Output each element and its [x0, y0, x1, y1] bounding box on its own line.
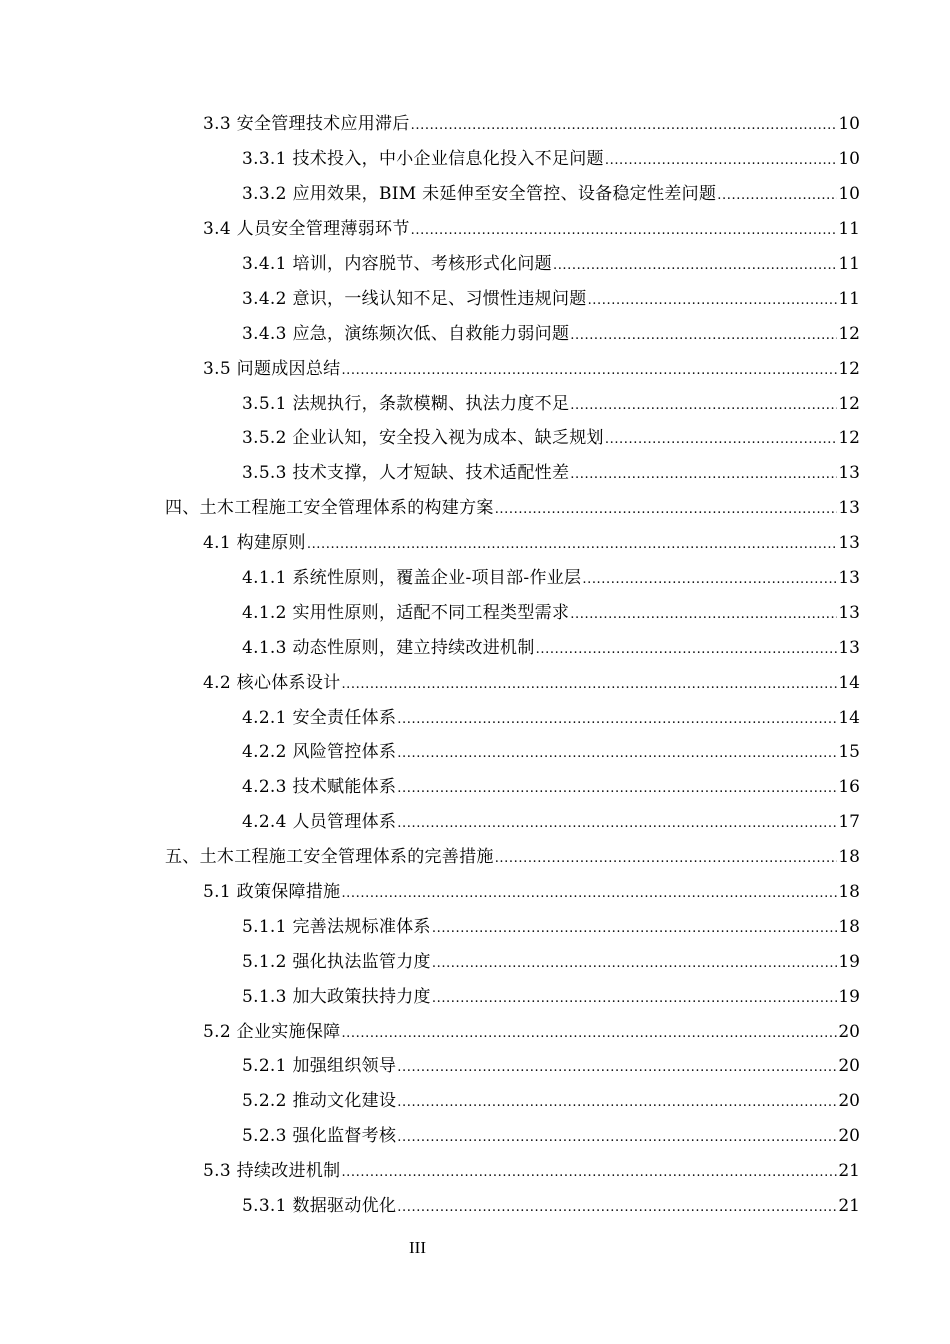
toc-entry[interactable] [242, 1120, 950, 1155]
toc-entry[interactable] [242, 1050, 950, 1085]
toc-entry-title: 5.2.2 推动文化建设 [242, 1091, 397, 1112]
toc-dot-leader [495, 849, 837, 869]
toc-dot-leader [582, 570, 837, 590]
toc-entry-page: 14 [838, 672, 860, 693]
toc-dot-leader [570, 605, 837, 625]
toc-dot-leader [397, 779, 837, 799]
toc-entry-title: 5.2 企业实施保障 [203, 1021, 341, 1042]
toc-entry[interactable] [203, 352, 950, 387]
toc-dot-leader [432, 919, 837, 939]
toc-dot-leader [397, 1198, 837, 1218]
toc-dot-leader [495, 500, 837, 520]
toc-entry-page: 13 [838, 602, 860, 623]
toc-entry-page: 10 [838, 149, 860, 170]
toc-entry[interactable] [242, 980, 950, 1015]
toc-dot-leader [411, 221, 837, 241]
toc-dot-leader [397, 710, 837, 730]
toc-entry[interactable] [242, 422, 950, 457]
toc-entry-page: 13 [838, 498, 860, 519]
toc-entry-page: 20 [838, 1056, 860, 1077]
toc-entry-page: 12 [838, 358, 860, 379]
toc-entry[interactable] [242, 178, 950, 213]
toc-entry-title: 4.1 构建原则 [203, 533, 306, 554]
toc-dot-leader [341, 361, 837, 381]
toc-entry-title: 5.3.1 数据驱动优化 [242, 1196, 397, 1217]
toc-entry-page: 13 [838, 637, 860, 658]
toc-dot-leader [397, 814, 837, 834]
toc-entry[interactable] [242, 806, 950, 841]
toc-entry[interactable] [242, 631, 950, 666]
toc-entry-page: 21 [838, 1196, 860, 1217]
toc-dot-leader [411, 116, 837, 136]
toc-dot-leader [432, 954, 837, 974]
toc-entry-title: 四、土木工程施工安全管理体系的构建方案 [165, 498, 494, 519]
toc-dot-leader [397, 744, 837, 764]
toc-entry[interactable] [242, 143, 950, 178]
toc-entry-title: 5.2.3 强化监督考核 [242, 1126, 397, 1147]
toc-dot-leader [397, 1058, 837, 1078]
toc-dot-leader [397, 1128, 837, 1148]
toc-entry[interactable] [242, 1190, 950, 1225]
toc-entry-title: 4.2.3 技术赋能体系 [242, 777, 397, 798]
toc-entry-title: 3.4.1 培训，内容脱节、考核形式化问题 [242, 254, 552, 274]
toc-dot-leader [341, 675, 837, 695]
toc-dot-leader [570, 465, 837, 485]
toc-dot-leader [588, 291, 837, 311]
toc-entry[interactable] [242, 596, 950, 631]
toc-dot-leader [341, 1163, 837, 1183]
toc-entry-page: 10 [838, 114, 860, 135]
toc-entry[interactable] [203, 1015, 950, 1050]
toc-entry-title: 3.4.2 意识，一线认知不足、习惯性违规问题 [242, 288, 587, 309]
toc-entry-title: 4.2 核心体系设计 [203, 672, 341, 693]
toc-entry[interactable] [203, 213, 950, 248]
toc-entry-page: 10 [838, 184, 860, 205]
toc-entry[interactable] [203, 108, 950, 143]
toc-entry[interactable] [203, 876, 950, 911]
toc-entry-title: 5.1.3 加大政策扶持力度 [242, 986, 431, 1007]
toc-dot-leader [605, 151, 837, 171]
toc-entry[interactable] [242, 387, 950, 422]
toc-entry-title: 5.1.1 完善法规标准体系 [242, 916, 431, 937]
toc-entry-title: 3.5.2 企业认知，安全投入视为成本、缺乏规划 [242, 428, 604, 449]
toc-entry-title: 4.1.1 系统性原则，覆盖企业-项目部-作业层 [242, 568, 582, 589]
toc-entry-page: 17 [838, 812, 860, 833]
toc-entry-title: 3.4 人员安全管理薄弱环节 [203, 219, 410, 240]
toc-entry-page: 11 [838, 254, 860, 274]
toc-entry[interactable] [242, 736, 950, 771]
toc-dot-leader [341, 1024, 837, 1044]
toc-entry-page: 21 [838, 1161, 860, 1182]
toc-entry-page: 13 [838, 568, 860, 589]
toc-dot-leader [570, 396, 837, 416]
toc-entry[interactable] [203, 666, 950, 701]
toc-entry-page: 11 [838, 288, 860, 309]
toc-entry-title: 3.4.3 应急，演练频次低、自救能力弱问题 [242, 323, 570, 344]
toc-dot-leader [307, 535, 837, 555]
toc-entry-page: 12 [838, 323, 860, 344]
toc-entry-page: 19 [838, 986, 860, 1007]
toc-entry[interactable] [242, 910, 950, 945]
toc-entry-title: 4.2.2 风险管控体系 [242, 742, 397, 763]
toc-entry-page: 15 [838, 742, 860, 763]
toc-entry-page: 12 [838, 428, 860, 449]
toc-dot-leader [605, 430, 837, 450]
toc-entry-page: 12 [838, 393, 860, 414]
toc-entry-title: 5.3 持续改进机制 [203, 1161, 341, 1182]
toc-entry-title: 3.5 问题成因总结 [203, 358, 341, 379]
toc-entry-page: 20 [838, 1021, 860, 1042]
toc-entry-page: 20 [838, 1126, 860, 1147]
table-of-contents [0, 108, 950, 1225]
toc-entry-title: 3.5.3 技术支撑，人才短缺、技术适配性差 [242, 463, 570, 484]
toc-dot-leader [432, 989, 837, 1009]
toc-entry-page: 18 [838, 916, 860, 937]
toc-entry-page: 19 [838, 951, 860, 972]
toc-entry[interactable] [242, 317, 950, 352]
toc-entry-title: 3.3 安全管理技术应用滞后 [203, 114, 410, 135]
toc-dot-leader [570, 326, 837, 346]
toc-entry-page: 13 [838, 463, 860, 484]
toc-entry-page: 16 [838, 777, 860, 798]
toc-entry[interactable] [165, 492, 950, 527]
toc-entry[interactable] [242, 771, 950, 806]
toc-entry[interactable] [242, 562, 950, 597]
toc-entry-page: 14 [838, 707, 860, 728]
toc-entry-title: 5.2.1 加强组织领导 [242, 1056, 397, 1077]
page-number: III [409, 1238, 426, 1257]
toc-entry-title: 5.1 政策保障措施 [203, 882, 341, 903]
toc-entry-page: 18 [838, 847, 860, 868]
toc-entry[interactable] [203, 527, 950, 562]
toc-dot-leader [536, 640, 837, 660]
toc-entry[interactable] [242, 457, 950, 492]
toc-dot-leader [341, 884, 837, 904]
toc-entry-page: 20 [838, 1091, 860, 1112]
toc-dot-leader [397, 1093, 837, 1113]
toc-entry-title: 5.1.2 强化执法监管力度 [242, 951, 431, 972]
toc-dot-leader [553, 256, 837, 276]
toc-entry-title: 4.2.1 安全责任体系 [242, 707, 397, 728]
toc-entry-title: 4.1.2 实用性原则，适配不同工程类型需求 [242, 602, 570, 623]
toc-entry-page: 13 [838, 533, 860, 554]
toc-entry-title: 3.3.2 应用效果，BIM 未延伸至安全管控、设备稳定性差问题 [242, 184, 717, 205]
toc-entry[interactable] [165, 841, 950, 876]
toc-entry[interactable] [242, 945, 950, 980]
toc-entry-title: 3.5.1 法规执行，条款模糊、执法力度不足 [242, 393, 570, 414]
toc-dot-leader [717, 186, 837, 206]
toc-entry[interactable] [242, 282, 950, 317]
toc-entry-title: 4.1.3 动态性原则，建立持续改进机制 [242, 637, 535, 658]
toc-entry-title: 五、土木工程施工安全管理体系的完善措施 [165, 847, 494, 868]
toc-entry-title: 4.2.4 人员管理体系 [242, 812, 397, 833]
toc-entry[interactable] [242, 248, 950, 283]
toc-entry-page: 11 [838, 219, 860, 240]
toc-entry-title: 3.3.1 技术投入，中小企业信息化投入不足问题 [242, 149, 604, 170]
toc-entry[interactable] [242, 1085, 950, 1120]
toc-entry[interactable] [203, 1155, 950, 1190]
toc-entry[interactable] [242, 701, 950, 736]
toc-entry-page: 18 [838, 882, 860, 903]
